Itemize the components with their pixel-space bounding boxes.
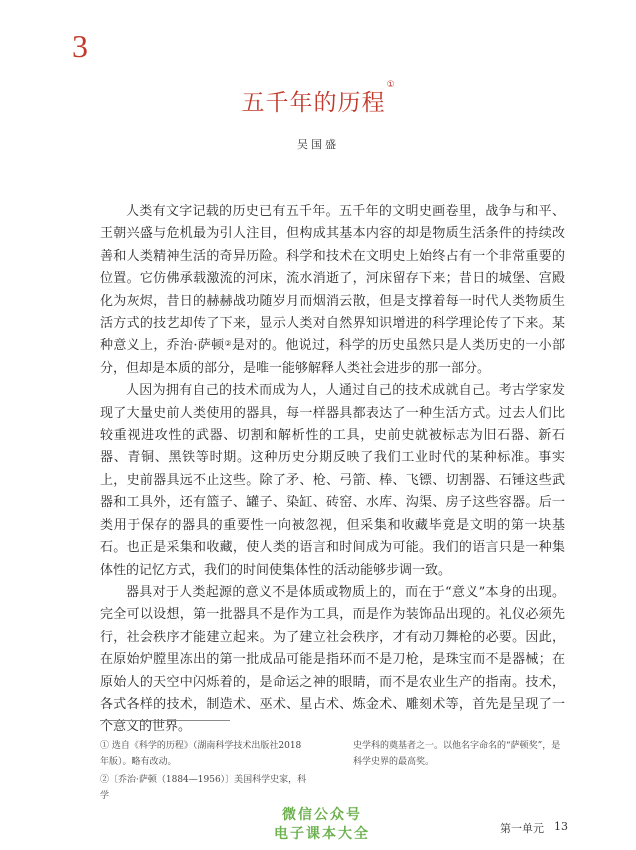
page-number: 13 — [554, 820, 568, 833]
watermark-line-1: 微信公众号 — [282, 807, 362, 823]
article-body — [100, 201, 565, 739]
lesson-number: 3 — [72, 28, 88, 64]
unit-label: 第一单元 — [500, 822, 544, 835]
footnote-2: ②〔乔治·萨顿（1884—1956）〕美国科学史家，科学 — [100, 775, 307, 801]
paragraph-2: 人因为拥有自己的技术而成为人，人通过自己的技术成就自己。考古学家发现了大量史前人类使用的器具，每一样器具都表达了一种生活方式。过去人们比较重视进攻性的武器、切割和解析性的工具，史前史就被标志为旧石器、新石器、青铜、黑铁等时期。这种历史分期反映了我们工业时代的某种标准。事实上，史前器具远不止这些。除了矛、枪、弓箭、棒、飞镖、切割器、石锤这些武器和工具外，还有篮子、罐子、染缸、砖窑、水库、沟渠、房子这些容器。后一类用于保存的器具的重要性一向被忽视，但采集和收藏毕竟是文明的第一块基石。也正是采集和收藏，使人类的语言和时间成为可能。我们的语言只是一种集体性的记忆方式，我们的时间使集体性的活动能够步调一致。 — [100, 383, 565, 578]
paragraph-1-text-a: 人类有文字记载的历史已有五千年。五千年的文明史画卷里，战争与和平、王朝兴盛与危机最为引人注目，但构成其基本内容的却是物质生活条件的持续改善和人类精神生活的奇异历险。科学和技术在文明史上始终占有一个非常重要的位置。它仿佛承载激流的河床，流水消逝了，河床留存下来；昔日的城堡、宫殿化为灰烬，昔日的赫赫战功随岁月而烟消云散，但是支撑着每一时代人类物质生活方式的技艺却传了下来，显示人类对自然界知识增进的科学理论传了下来。某种意义上，乔治·萨顿 — [100, 204, 565, 354]
footnote-1: ① 选自《科学的历程》（湖南科学技术出版社2018年版）。略有改动。 — [100, 741, 302, 767]
title-block — [0, 80, 636, 117]
footnotes-right-column — [353, 738, 565, 806]
title-footnote-marker[interactable]: ① — [386, 80, 395, 90]
page-title: 五千年的历程 — [241, 90, 386, 116]
paragraph-1 — [100, 201, 565, 380]
footnote-divider — [100, 720, 230, 721]
footnotes-left-column — [100, 738, 308, 806]
footnote-2-continued: 史学科的奠基者之一。以他名字命名的“萨顿奖”，是科学史界的最高奖。 — [353, 741, 561, 767]
watermark-line-2: 电子课本大全 — [274, 826, 370, 842]
author: 吴国盛 — [297, 138, 339, 151]
paragraph-1-text-b: 是对的。他说过，科学的历史虽然只是人类历史的一小部分，但却是本质的部分，是唯一能够解释人类社会进步的那一部分。 — [100, 338, 565, 376]
page-footer — [500, 820, 568, 836]
paragraph-3: 器具对于人类起源的意义不是体质或物质上的，而在于“意义”本身的出现。完全可以设想，第一批器具不是作为工具，而是作为装饰品出现的。礼仪必须先行，社会秩序才能建立起来。为了建立社会秩序，才有动刀舞枪的必要。因此，在原始炉膛里冻出的第一批成品可能是指环而不是刀枪，是珠宝而不是器械；在原始人的天空中闪烁着的，是命运之神的眼睛，而不是农业生产的指南。技术，各式各样的技术，制造术、巫术、星占术、炼金术、雕刻术等，首先是呈现了一个意义的世界。 — [100, 584, 565, 735]
footnote-marker-2[interactable]: ② — [224, 339, 232, 349]
footnotes — [100, 738, 565, 806]
